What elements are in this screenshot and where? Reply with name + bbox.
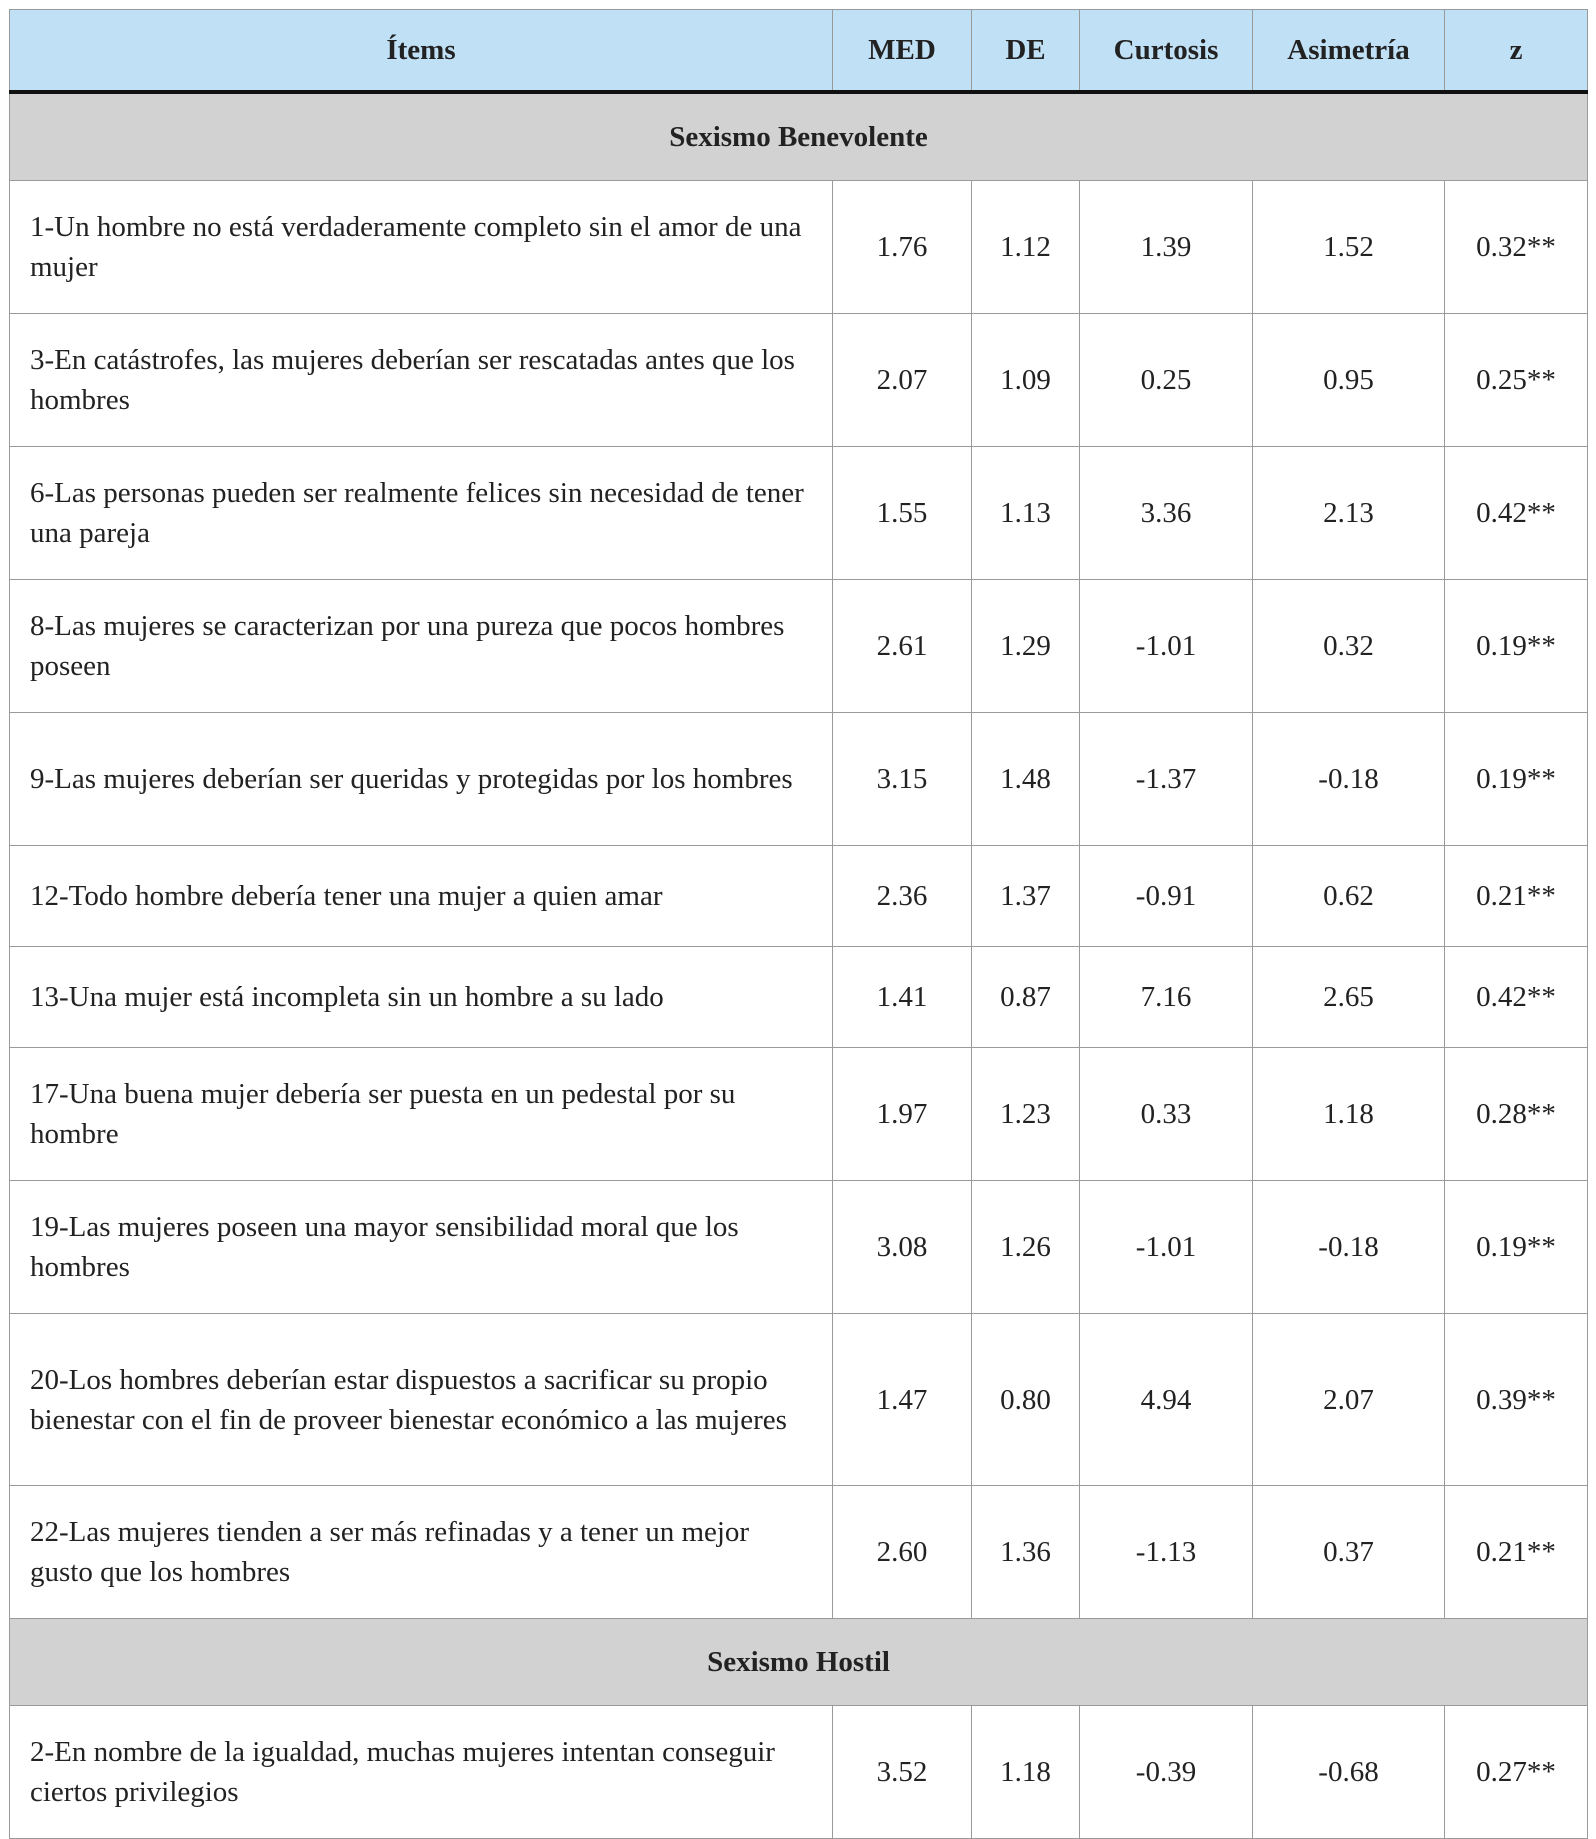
med-cell: 2.07 (833, 314, 972, 447)
curtosis-cell: -1.01 (1080, 1181, 1253, 1314)
curtosis-cell: 1.39 (1080, 181, 1253, 314)
med-cell: 1.76 (833, 181, 972, 314)
item-cell: 20-Los hombres deberían estar dispuestos a sacrificar su propio bienestar con el fin de proveer bienestar económico a las mujeres (10, 1314, 833, 1486)
curtosis-cell: 7.16 (1080, 947, 1253, 1048)
header-row (10, 10, 1588, 93)
de-cell: 1.12 (972, 181, 1080, 314)
z-cell: 0.19** (1445, 1181, 1588, 1314)
section-title: Sexismo Hostil (10, 1619, 1588, 1706)
z-cell: 0.32** (1445, 181, 1588, 314)
table-row (10, 846, 1588, 947)
z-cell: 0.21** (1445, 846, 1588, 947)
item-cell: 6-Las personas pueden ser realmente felices sin necesidad de tener una pareja (10, 447, 833, 580)
curtosis-cell: 0.33 (1080, 1048, 1253, 1181)
de-cell: 0.87 (972, 947, 1080, 1048)
item-cell: 9-Las mujeres deberían ser queridas y protegidas por los hombres (10, 713, 833, 846)
curtosis-cell: -1.01 (1080, 580, 1253, 713)
z-cell: 0.19** (1445, 580, 1588, 713)
table-row (10, 1048, 1588, 1181)
med-cell: 2.60 (833, 1486, 972, 1619)
med-cell: 1.47 (833, 1314, 972, 1486)
med-cell: 3.15 (833, 713, 972, 846)
de-cell: 1.18 (972, 1706, 1080, 1839)
z-cell: 0.25** (1445, 314, 1588, 447)
med-cell: 1.41 (833, 947, 972, 1048)
asimetria-cell: 0.95 (1253, 314, 1445, 447)
de-cell: 1.23 (972, 1048, 1080, 1181)
item-cell: 17-Una buena mujer debería ser puesta en un pedestal por su hombre (10, 1048, 833, 1181)
z-cell: 0.39** (1445, 1314, 1588, 1486)
med-cell: 3.08 (833, 1181, 972, 1314)
header-z: z (1445, 10, 1588, 93)
table-row (10, 314, 1588, 447)
header-asimetria: Asimetría (1253, 10, 1445, 93)
z-cell: 0.42** (1445, 447, 1588, 580)
item-cell: 12-Todo hombre debería tener una mujer a quien amar (10, 846, 833, 947)
section-row (10, 92, 1588, 181)
asimetria-cell: -0.18 (1253, 1181, 1445, 1314)
de-cell: 1.48 (972, 713, 1080, 846)
table-row (10, 1314, 1588, 1486)
asimetria-cell: -0.18 (1253, 713, 1445, 846)
item-cell: 3-En catástrofes, las mujeres deberían ser rescatadas antes que los hombres (10, 314, 833, 447)
med-cell: 2.36 (833, 846, 972, 947)
table-row (10, 447, 1588, 580)
med-cell: 1.55 (833, 447, 972, 580)
curtosis-cell: 0.25 (1080, 314, 1253, 447)
z-cell: 0.19** (1445, 713, 1588, 846)
curtosis-cell: 4.94 (1080, 1314, 1253, 1486)
de-cell: 1.26 (972, 1181, 1080, 1314)
table-row (10, 580, 1588, 713)
header-med: MED (833, 10, 972, 93)
asimetria-cell: 0.37 (1253, 1486, 1445, 1619)
asimetria-cell: 2.13 (1253, 447, 1445, 580)
table-body (10, 92, 1588, 1839)
de-cell: 1.37 (972, 846, 1080, 947)
asimetria-cell: -0.68 (1253, 1706, 1445, 1839)
asimetria-cell: 0.62 (1253, 846, 1445, 947)
item-cell: 22-Las mujeres tienden a ser más refinadas y a tener un mejor gusto que los hombres (10, 1486, 833, 1619)
header-curtosis: Curtosis (1080, 10, 1253, 93)
curtosis-cell: -0.91 (1080, 846, 1253, 947)
de-cell: 1.13 (972, 447, 1080, 580)
asimetria-cell: 1.52 (1253, 181, 1445, 314)
asimetria-cell: 2.07 (1253, 1314, 1445, 1486)
z-cell: 0.42** (1445, 947, 1588, 1048)
de-cell: 0.80 (972, 1314, 1080, 1486)
curtosis-cell: -1.13 (1080, 1486, 1253, 1619)
item-cell: 8-Las mujeres se caracterizan por una pureza que pocos hombres poseen (10, 580, 833, 713)
header-items: Ítems (10, 10, 833, 93)
item-cell: 13-Una mujer está incompleta sin un hombre a su lado (10, 947, 833, 1048)
z-cell: 0.27** (1445, 1706, 1588, 1839)
med-cell: 1.97 (833, 1048, 972, 1181)
asimetria-cell: 0.32 (1253, 580, 1445, 713)
items-statistics-table (9, 9, 1588, 1839)
de-cell: 1.36 (972, 1486, 1080, 1619)
med-cell: 3.52 (833, 1706, 972, 1839)
table-row (10, 1486, 1588, 1619)
section-title: Sexismo Benevolente (10, 92, 1588, 181)
asimetria-cell: 2.65 (1253, 947, 1445, 1048)
med-cell: 2.61 (833, 580, 972, 713)
item-cell: 19-Las mujeres poseen una mayor sensibilidad moral que los hombres (10, 1181, 833, 1314)
table-row (10, 1181, 1588, 1314)
table-header (10, 10, 1588, 93)
de-cell: 1.29 (972, 580, 1080, 713)
section-row (10, 1619, 1588, 1706)
item-cell: 1-Un hombre no está verdaderamente completo sin el amor de una mujer (10, 181, 833, 314)
header-de: DE (972, 10, 1080, 93)
z-cell: 0.28** (1445, 1048, 1588, 1181)
curtosis-cell: -1.37 (1080, 713, 1253, 846)
curtosis-cell: -0.39 (1080, 1706, 1253, 1839)
table-row (10, 181, 1588, 314)
table-row (10, 1706, 1588, 1839)
table-wrapper (9, 9, 1587, 1839)
table-row (10, 713, 1588, 846)
de-cell: 1.09 (972, 314, 1080, 447)
item-cell: 2-En nombre de la igualdad, muchas mujeres intentan conseguir ciertos privilegios (10, 1706, 833, 1839)
table-row (10, 947, 1588, 1048)
asimetria-cell: 1.18 (1253, 1048, 1445, 1181)
z-cell: 0.21** (1445, 1486, 1588, 1619)
curtosis-cell: 3.36 (1080, 447, 1253, 580)
